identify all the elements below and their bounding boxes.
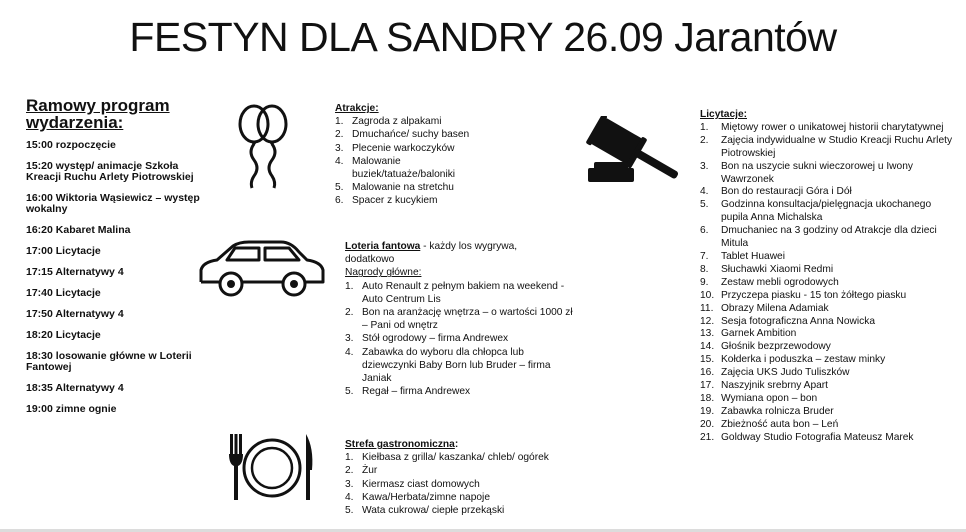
list-item — [345, 464, 585, 477]
schedule-item: 17:00 Licytacje — [26, 245, 101, 257]
item-text: Wymiana opon – bon — [721, 392, 818, 404]
item-number: 1. — [345, 452, 354, 464]
item-text: Bon do restauracji Góra i Dół — [721, 186, 852, 198]
list-item — [700, 432, 955, 445]
lottery-heading: Loteria fantowa — [345, 241, 421, 252]
list-item — [700, 316, 955, 329]
lottery-section — [345, 240, 575, 398]
item-text: Obrazy Milena Adamiak — [721, 302, 829, 314]
lottery-heading-rest: - każdy los wygrywa, dodatkowo — [345, 241, 518, 266]
item-number: 5. — [345, 505, 354, 517]
item-text: Tablet Huawei — [721, 250, 785, 262]
schedule-list — [26, 140, 201, 425]
item-number: 2. — [700, 134, 709, 146]
item-number: 3. — [335, 142, 344, 154]
item-text: Regał – firma Andrewex — [362, 386, 471, 398]
item-number: 17. — [700, 380, 715, 392]
auctions-section — [700, 109, 955, 445]
list-item — [345, 346, 575, 386]
list-item — [345, 451, 585, 464]
list-item — [335, 181, 495, 194]
schedule-item: 18:35 Alternatywy 4 — [26, 382, 124, 394]
item-number: 5. — [700, 199, 709, 211]
attractions-list — [335, 115, 495, 207]
list-item — [335, 155, 495, 181]
list-item — [335, 142, 495, 155]
schedule-heading — [26, 97, 196, 131]
item-text: Zajęcia UKS Judo Tuliszków — [721, 367, 850, 379]
item-text: Kiermasz ciast domowych — [362, 478, 480, 490]
page-title: FESTYN DLA SANDRY 26.09 Jarantów — [129, 14, 837, 60]
gavel-icon — [572, 116, 684, 188]
list-item — [700, 161, 955, 187]
item-text: Spacer z kucykiem — [352, 195, 438, 207]
item-text: Plecenie warkoczyków — [352, 142, 455, 154]
list-item — [700, 290, 955, 303]
item-text: Goldway Studio Fotografia Mateusz Marek — [721, 431, 914, 443]
plate-fork-knife-icon — [218, 430, 322, 504]
item-number: 19. — [700, 405, 715, 417]
balloons-icon — [232, 100, 294, 192]
food-zone-list — [345, 451, 585, 517]
item-number: 1. — [345, 280, 354, 292]
item-number: 4. — [345, 491, 354, 503]
schedule-item: 17:40 Licytacje — [26, 287, 101, 299]
schedule-heading-line2: wydarzenia: — [26, 113, 124, 132]
list-item — [700, 406, 955, 419]
item-number: 1. — [700, 121, 709, 133]
item-number: 2. — [335, 129, 344, 141]
item-text: Bon na uszycie sukni wieczorowej u Iwony Wawrzonek — [721, 160, 913, 185]
attractions-section — [335, 102, 495, 208]
item-number: 3. — [345, 478, 354, 490]
list-item — [700, 303, 955, 316]
item-text: Zestaw mebli ogrodowych — [721, 276, 839, 288]
list-item — [335, 128, 495, 141]
list-item — [700, 251, 955, 264]
list-item — [700, 367, 955, 380]
item-number: 4. — [345, 346, 354, 358]
lottery-subheading: Nagrody główne: — [345, 267, 422, 279]
item-number: 12. — [700, 315, 715, 327]
list-item — [345, 504, 585, 517]
food-zone-head — [345, 438, 585, 451]
list-item — [700, 186, 955, 199]
item-text: Bon na aranżację wnętrza – o wartości 1000 zł – Pani od wnętrz — [362, 307, 573, 332]
list-item — [335, 194, 495, 207]
schedule-item: 16:00 Wiktoria Wąsiewicz – występ wokalny — [26, 192, 200, 215]
item-text: Dmuchańce/ suchy basen — [352, 129, 470, 141]
item-text: Zbieżność auta bon – Leń — [721, 418, 839, 430]
item-number: 7. — [700, 250, 709, 262]
schedule-heading-line1: Ramowy program — [26, 96, 170, 115]
list-item — [700, 354, 955, 367]
list-item — [700, 419, 955, 432]
item-text: Wata cukrowa/ ciepłe przekąski — [362, 505, 505, 517]
item-number: 16. — [700, 367, 715, 379]
item-text: Auto Renault z pełnym bakiem na weekend - Auto Centrum Lis — [362, 280, 565, 305]
schedule-item: 15:20 występ/ animacje Szkoła Kreacji Ruchu Arlety Piotrowskiej — [26, 160, 194, 183]
item-text: Przyczepa piasku - 15 ton żółtego piasku — [721, 289, 907, 301]
item-number: 10. — [700, 289, 715, 301]
item-text: Zajęcia indywidualne w Studio Kreacji Ruchu Arlety Piotrowskiej — [721, 134, 953, 159]
list-item — [700, 277, 955, 290]
item-text: Zagroda z alpakami — [352, 116, 442, 128]
food-zone-section — [345, 438, 585, 517]
item-number: 6. — [700, 225, 709, 237]
food-zone-heading: Strefa gastronomiczna — [345, 439, 455, 450]
item-number: 8. — [700, 263, 709, 275]
item-number: 4. — [700, 186, 709, 198]
auctions-list — [700, 122, 955, 445]
item-number: 14. — [700, 341, 715, 353]
schedule-item: 18:30 losowanie główne w Loterii Fantowej — [26, 350, 192, 373]
item-text: Głośnik bezprzewodowy — [721, 341, 831, 353]
item-number: 4. — [335, 155, 344, 167]
list-item — [345, 306, 575, 332]
car-icon — [197, 238, 327, 300]
item-number: 1. — [335, 116, 344, 128]
item-number: 5. — [335, 182, 344, 194]
attractions-heading: Atrakcje: — [335, 103, 379, 114]
item-text: Kiełbasa z grilla/ kaszanka/ chleb/ ogórek — [362, 452, 549, 464]
item-number: 11. — [700, 302, 714, 314]
item-number: 21. — [700, 431, 715, 443]
schedule-item: 17:50 Alternatywy 4 — [26, 308, 124, 320]
food-zone-colon: : — [454, 439, 459, 450]
list-item — [345, 478, 585, 491]
item-text: Kołderka i poduszka – zestaw minky — [721, 354, 886, 366]
list-item — [345, 385, 575, 398]
lottery-intro — [345, 240, 545, 266]
item-text: Miętowy rower o unikatowej historii charytatywnej — [721, 121, 944, 133]
item-text: Zabawka rolnicza Bruder — [721, 405, 834, 417]
item-text: Dmuchaniec na 3 godziny od Atrakcje dla dzieci Mitula — [721, 225, 937, 250]
schedule-item: 15:00 rozpoczęcie — [26, 139, 116, 151]
list-item — [700, 199, 955, 225]
list-item — [345, 491, 585, 504]
item-text: Zabawka do wyboru dla chłopca lub dziewczynki Baby Born lub Bruder – firma Janiak — [362, 346, 551, 385]
item-number: 3. — [700, 160, 709, 172]
item-number: 6. — [335, 195, 344, 207]
list-item — [700, 393, 955, 406]
lottery-prizes-list — [345, 280, 575, 399]
list-item — [335, 115, 495, 128]
auctions-heading: Licytacje: — [700, 109, 747, 120]
schedule-item: 19:00 zimne ognie — [26, 403, 117, 415]
list-item — [700, 225, 955, 251]
item-text: Godzinna konsultacja/pielęgnacja ukochanego pupila Anna Michalska — [721, 199, 932, 224]
list-item — [345, 280, 575, 306]
item-text: Żur — [362, 465, 378, 477]
item-number: 3. — [345, 333, 354, 345]
list-item — [700, 264, 955, 277]
item-text: Kawa/Herbata/zimne napoje — [362, 491, 490, 503]
item-text: Malowanie na stretchu — [352, 182, 454, 194]
item-text: Stół ogrodowy – firma Andrewex — [362, 333, 509, 345]
item-text: Garnek Ambition — [721, 328, 797, 340]
list-item — [700, 135, 955, 161]
schedule-item: 17:15 Alternatywy 4 — [26, 266, 124, 278]
item-text: Słuchawki Xiaomi Redmi — [721, 263, 834, 275]
item-number: 15. — [700, 354, 715, 366]
list-item — [700, 328, 955, 341]
item-text: Malowanie buziek/tatuaże/baloniki — [352, 155, 456, 181]
schedule-item: 18:20 Licytacje — [26, 329, 101, 341]
item-text: Sesja fotograficzna Anna Nowicka — [721, 315, 876, 327]
list-item — [700, 380, 955, 393]
list-item — [700, 122, 955, 135]
item-number: 20. — [700, 418, 715, 430]
item-number: 5. — [345, 386, 354, 398]
item-number: 2. — [345, 307, 354, 319]
list-item — [345, 332, 575, 345]
item-number: 2. — [345, 465, 354, 477]
item-number: 9. — [700, 276, 709, 288]
item-number: 13. — [700, 328, 715, 340]
schedule-item: 16:20 Kabaret Malina — [26, 224, 131, 236]
list-item — [700, 341, 955, 354]
item-number: 18. — [700, 392, 715, 404]
item-text: Naszyjnik srebrny Apart — [721, 380, 829, 392]
